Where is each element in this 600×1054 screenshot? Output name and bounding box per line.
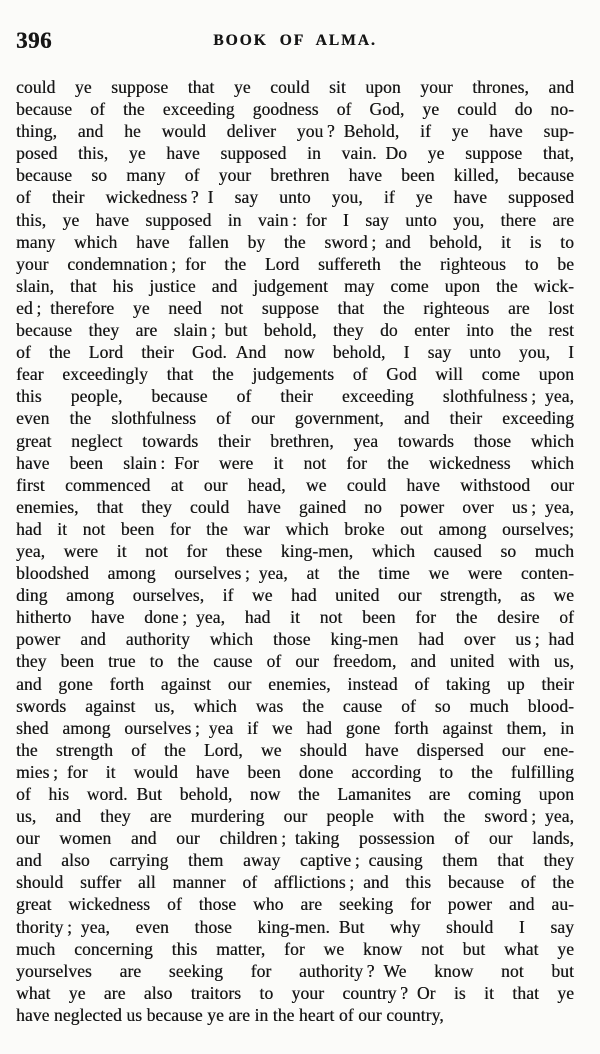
text-line: ding among ourselves, if we had united our strength, as we — [16, 585, 574, 606]
text-line: slain, that his justice and judgement may come upon the wick- — [16, 275, 574, 296]
text-line: mies ; for it would have been done according to the fulfilling — [16, 761, 574, 782]
page-number: 396 — [16, 28, 52, 53]
text-line: and gone forth against our enemies, instead of taking up their — [16, 673, 574, 694]
text-line: because they are slain ; but behold, they do enter into the rest — [16, 320, 574, 341]
text-line: us, and they are murdering our people with the sword ; yea, — [16, 806, 574, 827]
text-line: should suffer all manner of afflictions ; and this because of the — [16, 872, 574, 893]
text-line: of their wickedness ? I say unto you, if ye have supposed — [16, 187, 574, 208]
text-line: yourselves are seeking for authority ? We know not but — [16, 960, 574, 981]
text-line: and also carrying them away captive ; causing them that they — [16, 850, 574, 871]
text-line: thing, and he would deliver you ? Behold, if ye have sup- — [16, 121, 574, 142]
text-line: fear exceedingly that the judgements of God will come upon — [16, 364, 574, 385]
text-line: your condemnation ; for the Lord suffereth the righteous to be — [16, 253, 574, 274]
text-line: much concerning this matter, for we know not but what ye — [16, 938, 574, 959]
text-line: posed this, ye have supposed in vain. Do ye suppose that, — [16, 143, 574, 164]
text-line: thority ; yea, even those king-men. But why should I say — [16, 916, 574, 937]
page-text — [16, 76, 574, 1026]
text-line: had it not been for the war which broke out among ourselves; — [16, 518, 574, 539]
text-line: what ye are also traitors to your country ? Or is it that ye — [16, 982, 574, 1003]
text-line: could ye suppose that ye could sit upon your thrones, and — [16, 77, 574, 97]
text-line: this, ye have supposed in vain : for I say unto you, there are — [16, 209, 574, 230]
text-line: ed ; therefore ye need not suppose that the righteous are lost — [16, 297, 574, 318]
text-line: yea, were it not for these king-men, which caused so much — [16, 540, 574, 561]
text-line: have been slain : For were it not for the wickedness which — [16, 452, 574, 473]
running-title: BOOK OF ALMA. — [213, 32, 377, 49]
text-line: the strength of the Lord, we should have dispersed our ene- — [16, 739, 574, 760]
text-line: power and authority which those king-men had over us ; had — [16, 629, 574, 650]
text-line: bloodshed among ourselves ; yea, at the time we were conten- — [16, 563, 574, 584]
text-line: great wickedness of those who are seeking for power and au- — [16, 894, 574, 915]
text-line: enemies, that they could have gained no power over us ; yea, — [16, 496, 574, 517]
text-line: hitherto have done ; yea, had it not been for the desire of — [16, 607, 574, 628]
text-line: they been true to the cause of our freedom, and united with us, — [16, 651, 574, 672]
text-line: of his word. But behold, now the Lamanites are coming upon — [16, 784, 574, 804]
text-line: shed among ourselves ; yea if we had gone forth against them, in — [16, 717, 574, 738]
text-line: this people, because of their exceeding slothfulness ; yea, — [16, 386, 574, 407]
text-line: many which have fallen by the sword ; and behold, it is to — [16, 231, 574, 252]
text-line: because of the exceeding goodness of God, ye could do no- — [16, 99, 574, 120]
text-line: because so many of your brethren have been killed, because — [16, 165, 574, 186]
text-line: our women and our children ; taking possession of our lands, — [16, 828, 574, 849]
text-line: even the slothfulness of our government, and their exceeding — [16, 408, 574, 429]
text-line: swords against us, which was the cause of so much blood- — [16, 695, 574, 716]
text-line: of the Lord their God. And now behold, I say unto you, I — [16, 342, 574, 363]
page-header — [15, 28, 575, 54]
text-line: great neglect towards their brethren, yea towards those which — [16, 430, 574, 451]
text-line: first commenced at our head, we could have withstood our — [16, 474, 574, 495]
text-line: have neglected us because ye are in the heart of our country, — [16, 1004, 444, 1025]
